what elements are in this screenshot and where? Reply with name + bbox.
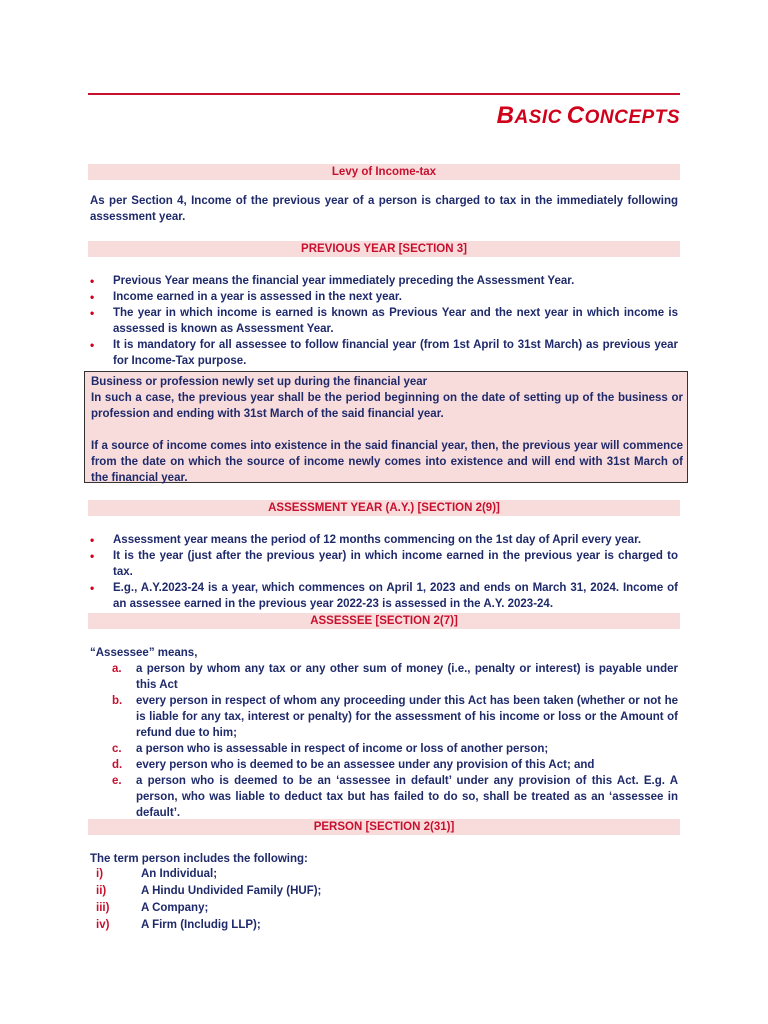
list-item: • It is the year (just after the previous year) in which income earned in the previous year is charged to tax. bbox=[90, 549, 678, 578]
assessee-intro: “Assessee” means, bbox=[90, 647, 198, 659]
list-item: ii) A Hindu Undivided Family (HUF); bbox=[96, 885, 322, 897]
section-heading-assessment-year: ASSESSMENT YEAR (A.Y.) [SECTION 2(9)] bbox=[88, 500, 680, 516]
list-item: i) An Individual; bbox=[96, 868, 218, 880]
list-item: iii) A Company; bbox=[96, 902, 209, 914]
person-list bbox=[96, 866, 676, 934]
title-cap-2: C bbox=[566, 102, 585, 129]
list-item: c. a person who is assessable in respect of income or loss of another person; bbox=[112, 743, 549, 755]
top-rule bbox=[88, 93, 680, 95]
assessee-list bbox=[112, 661, 678, 821]
bullet-icon: • bbox=[90, 581, 95, 595]
title-cap-1: B bbox=[496, 102, 515, 129]
page-title bbox=[497, 102, 680, 130]
list-item: • Income earned in a year is assessed in the next year. bbox=[90, 290, 402, 304]
list-item: • It is mandatory for all assessee to follow financial year (from 1st April to 31st March) as previous year for Income-Tax purpose. bbox=[90, 338, 678, 367]
levy-paragraph: As per Section 4, Income of the previous year of a person is charged to tax in the immediately following assessment year. bbox=[90, 195, 678, 223]
list-item: • The year in which income is earned is known as Previous Year and the next year in which income is assessed is known as Assessment Year. bbox=[90, 306, 678, 335]
bullet-icon: • bbox=[90, 306, 95, 320]
bullet-icon: • bbox=[90, 274, 95, 288]
list-item: b. every person in respect of whom any proceeding under this Act has been taken (whether or not he is liable for any tax, interest or penalty) for the assessment of his income or loss or the Amount of refund due to him; bbox=[112, 695, 678, 739]
bullet-icon: • bbox=[90, 549, 95, 563]
bullet-icon: • bbox=[90, 290, 95, 304]
title-rest-2: ONCEPTS bbox=[584, 107, 680, 128]
list-item: e. a person who is deemed to be an ‘assessee in default’ under any provision of this Act. E.g. A person, who was liable to deduct tax but has failed to do so, shall be treated as an ‘assessee in default’. bbox=[112, 775, 678, 819]
section-heading-person: PERSON [SECTION 2(31)] bbox=[88, 819, 680, 835]
list-item: • E.g., A.Y.2023-24 is a year, which commences on April 1, 2023 and ends on March 31, 2024. Income of an assessee earned in the previous year 2022-23 is assessed in the A.Y. 2023-24. bbox=[90, 581, 678, 610]
list-item: • Assessment year means the period of 12 months commencing on the 1st day of April every year. bbox=[90, 533, 642, 547]
section-heading-levy: Levy of Income-tax bbox=[88, 164, 680, 180]
note-line-2: If a source of income comes into existence in the said financial year, then, the previous year will commence from the date on which the source of income newly comes into existence and will end with 31st March of the financial year. bbox=[91, 440, 683, 484]
list-item: • Previous Year means the financial year immediately preceding the Assessment Year. bbox=[90, 274, 575, 288]
note-title: Business or profession newly set up during the financial year bbox=[91, 376, 428, 388]
section-heading-previous-year: PREVIOUS YEAR [SECTION 3] bbox=[88, 241, 680, 257]
section-heading-assessee: ASSESSEE [SECTION 2(7)] bbox=[88, 613, 680, 629]
bullet-icon: • bbox=[90, 338, 95, 352]
list-item: d. every person who is deemed to be an assessee under any provision of this Act; and bbox=[112, 759, 595, 771]
list-item: iv) A Firm (Includig LLP); bbox=[96, 919, 261, 931]
list-item: a. a person by whom any tax or any other sum of money (i.e., penalty or interest) is payable under this Act bbox=[112, 663, 678, 691]
assessment-year-list bbox=[90, 532, 678, 612]
note-line-1: In such a case, the previous year shall be the period beginning on the date of setting up of the business or profession and ending with 31st March of the said financial year. bbox=[91, 392, 683, 420]
new-business-note-box bbox=[84, 371, 688, 483]
person-intro: The term person includes the following: bbox=[90, 853, 308, 865]
title-rest-1: ASIC bbox=[514, 107, 562, 128]
bullet-icon: • bbox=[90, 533, 95, 547]
previous-year-list bbox=[90, 273, 678, 369]
